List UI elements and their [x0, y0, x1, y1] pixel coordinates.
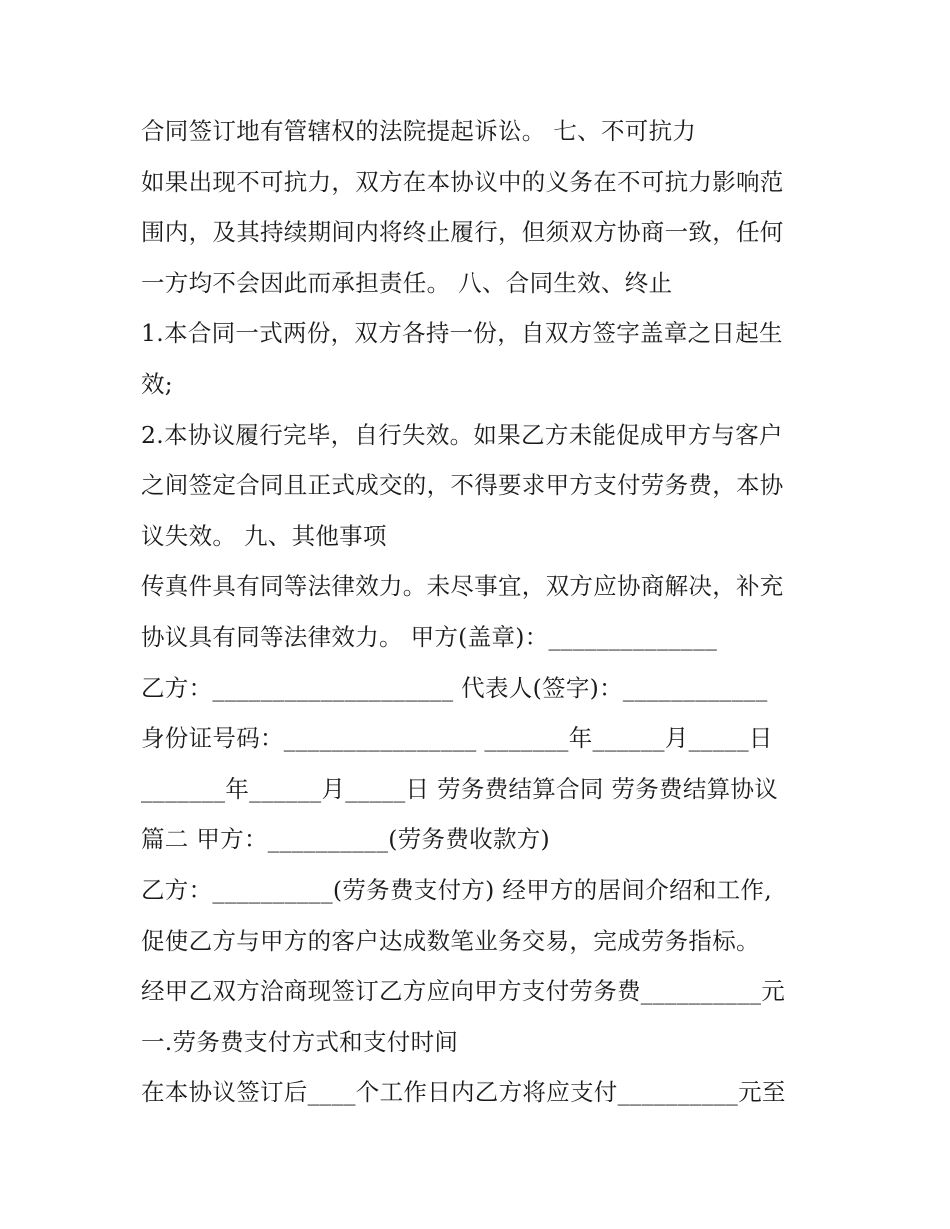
- text-line: _______年______月_____日 劳务费结算合同 劳务费结算协议: [141, 774, 779, 803]
- text-line: 1.本合同一式两份，双方各持一份，自双方签字盖章之日起生: [141, 319, 783, 348]
- text-line: 围内，及其持续期间内将终止履行，但须双方协商一致，任何: [141, 218, 784, 247]
- text-line: 传真件具有同等法律效力。未尽事宜，双方应协商解决，补充: [141, 572, 784, 601]
- text-line: 之间签定合同且正式成交的，不得要求甲方支付劳务费，本协: [141, 471, 784, 500]
- document-body: [141, 106, 821, 1118]
- text-line: 合同签订地有管辖权的法院提起诉讼。 七、不可抗力: [141, 117, 697, 145]
- text-line: 促使乙方与甲方的客户达成数笔业务交易，完成劳务指标。: [141, 926, 760, 955]
- text-line: 身份证号码：________________ _______年______月_____日: [141, 724, 773, 753]
- text-line: 乙方：__________(劳务费支付方) 经甲方的居间介绍和工作,: [141, 875, 772, 904]
- text-line: 在本协议签订后____个工作日内乙方将应支付__________元至: [141, 1078, 786, 1107]
- text-line: 议失效。 九、其他事项: [141, 521, 387, 550]
- text-line: 效;: [141, 369, 174, 398]
- text-line: 如果出现不可抗力，双方在本协议中的义务在不可抗力影响范: [141, 167, 784, 196]
- text-line: 2.本协议履行完毕，自行失效。如果乙方未能促成甲方与客户: [141, 420, 783, 449]
- text-line: 一.劳务费支付方式和支付时间: [141, 1027, 459, 1056]
- text-line: 乙方：____________________ 代表人(签字)：____________: [141, 673, 768, 702]
- text-line: 一方均不会因此而承担责任。 八、合同生效、终止: [141, 268, 673, 297]
- text-line: 篇二 甲方：__________(劳务费收款方): [141, 825, 551, 854]
- text-line: 经甲乙双方洽商现签订乙方应向甲方支付劳务费__________元: [141, 977, 786, 1006]
- text-line: 协议具有同等法律效力。 甲方(盖章)：______________: [141, 622, 718, 651]
